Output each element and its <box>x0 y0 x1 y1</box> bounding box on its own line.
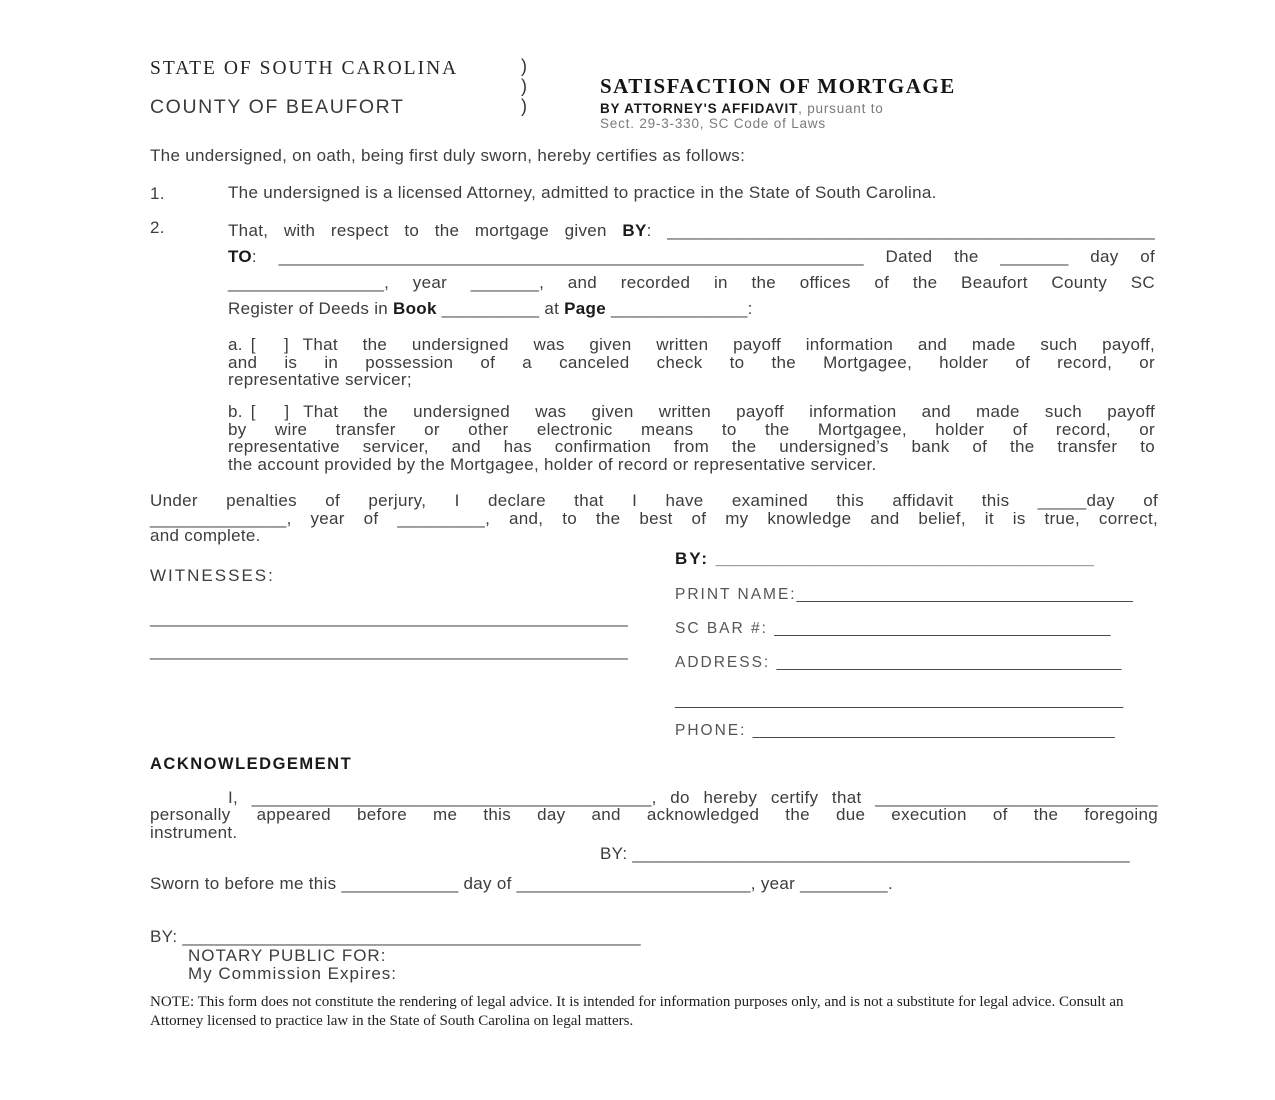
sworn-line <box>150 875 893 893</box>
ack-by-line <box>600 845 1130 863</box>
perjury-text-4: , and, to the best of my knowledge and belief, it is true, correct, <box>485 508 1158 528</box>
page-label: Page <box>564 299 606 318</box>
book-label: Book <box>393 299 437 318</box>
perjury-text-3: , year of <box>286 508 398 528</box>
item-2-number: 2. <box>150 218 165 237</box>
to-label: TO <box>228 247 252 266</box>
mortgage-given-text: That, with respect to the mortgage given <box>228 221 623 240</box>
paren-1: ) <box>521 56 527 76</box>
ack-line-1 <box>150 789 1158 807</box>
ack-line-3: instrument. <box>150 822 238 842</box>
sworn-period: . <box>887 874 893 893</box>
state-caption: STATE OF SOUTH CAROLINA <box>150 58 459 79</box>
witness-line-1 <box>150 609 628 627</box>
form-subtitle <box>600 101 884 131</box>
item-2-text <box>228 218 1155 322</box>
blank-dated-day[interactable]: _______ <box>1000 247 1069 266</box>
paren-3: ) <box>521 96 527 116</box>
sc-bar-line <box>675 620 1110 638</box>
attorney-by-label: BY: <box>675 549 716 568</box>
caption-parens <box>521 56 527 116</box>
blank-attorney-signature[interactable]: ________________________________________ <box>715 549 1094 568</box>
print-name-label: PRINT NAME: <box>675 586 797 603</box>
blank-phone[interactable]: __________________________________________ <box>752 722 1115 739</box>
blank-notary-name[interactable]: _________________________________________ <box>251 788 652 807</box>
clause-b-line-3: representative servicer, and has confirmation from the undersigned’s bank of the transfer to <box>228 437 1155 456</box>
legal-note: NOTE: This form does not constitute the rendering of legal advice. It is intended for information purposes only, and is not a substitute for legal advice. Consult an Attorney licensed to practice law in the State of South Carolina on legal matters. <box>150 994 1124 1029</box>
witnesses-label: WITNESSES: <box>150 566 275 585</box>
address-label: ADDRESS: <box>675 654 777 671</box>
day-of-text: day of <box>1068 247 1156 266</box>
clause-a-label: a. <box>228 335 243 354</box>
by-colon: : <box>646 221 668 240</box>
county-caption: COUNTY OF BEAUFORT <box>150 96 405 118</box>
blank-mortgagee[interactable]: ____________________________________________________________ <box>278 247 864 266</box>
register-text: Register of Deeds in <box>228 299 394 318</box>
clause-b-label: b. <box>228 402 243 421</box>
dated-the-text: Dated the <box>863 247 1001 266</box>
clause-b-line-1 <box>228 403 1155 421</box>
sc-bar-label: SC BAR #: <box>675 620 775 637</box>
blank-sworn-day[interactable]: ____________ <box>341 874 459 893</box>
clause-a <box>228 336 1155 389</box>
blank-dated-month[interactable]: ________________ <box>228 273 385 292</box>
notary-by-line <box>150 928 641 946</box>
ack-line-2: personally appeared before me this day and acknowledged the due execution of the foregoing <box>150 805 1158 824</box>
notary-by-label: BY: <box>150 927 183 946</box>
perjury-paragraph <box>150 492 1158 545</box>
blank-witness-1[interactable]: _________________________________________________ <box>150 608 628 627</box>
witness-line-2 <box>150 642 628 660</box>
blank-sc-bar[interactable]: _______________________________________ <box>774 620 1111 637</box>
print-name-line <box>675 586 1133 604</box>
item-2-line-2 <box>228 244 1155 270</box>
clause-a-line-1 <box>228 336 1155 354</box>
paren-2: ) <box>521 76 527 96</box>
ack-i-text: I, <box>228 788 252 807</box>
perjury-line-3: and complete. <box>150 526 261 545</box>
form-title: SATISFACTION OF MORTGAGE <box>600 74 956 98</box>
perjury-line-2 <box>150 510 1158 528</box>
to-colon: : <box>251 247 279 266</box>
blank-notary-signature[interactable]: _______________________________________________ <box>182 927 641 946</box>
blank-affidavit-year[interactable]: _________ <box>397 508 486 528</box>
clause-b-line-4: the account provided by the Mortgagee, holder of record or representative servicer. <box>228 454 877 474</box>
phone-line <box>675 722 1115 740</box>
perjury-text-1: Under penalties of perjury, I declare that I have examined this affidavit this <box>150 491 1038 510</box>
subtitle-line-1 <box>600 101 884 116</box>
clause-a-line-3: representative servicer; <box>228 370 412 389</box>
blank-sworn-year[interactable]: _________ <box>800 874 888 893</box>
phone-label: PHONE: <box>675 722 753 739</box>
blank-sworn-month[interactable]: ________________________ <box>516 874 751 893</box>
blank-page[interactable]: ______________ <box>611 299 748 318</box>
item-2-line-3 <box>228 270 1155 296</box>
year-text: , year <box>384 273 471 292</box>
item-2-line-1 <box>228 218 1155 244</box>
sworn-text-3: , year <box>750 874 801 893</box>
at-text: at <box>539 299 565 318</box>
blank-affidavit-day[interactable]: _____ <box>1037 491 1087 510</box>
blank-address-2[interactable]: ____________________________________________________ <box>675 692 1124 709</box>
acknowledgement-heading: ACKNOWLEDGEMENT <box>150 755 353 773</box>
perjury-line-1 <box>150 492 1158 510</box>
item-1-text: The undersigned is a licensed Attorney, admitted to practice in the State of South Carolina. <box>228 183 937 202</box>
blank-affiant-name[interactable]: _____________________________ <box>875 788 1158 807</box>
item-2-line-4 <box>228 296 1155 322</box>
checkbox-b[interactable]: [ ] <box>250 402 292 421</box>
blank-affidavit-month[interactable]: ______________ <box>150 508 287 528</box>
sworn-text-2: day of <box>458 874 517 893</box>
blank-book[interactable]: __________ <box>441 299 540 318</box>
blank-witness-2[interactable]: _________________________________________________ <box>150 641 628 660</box>
blank-dated-year[interactable]: _______ <box>470 273 540 292</box>
sworn-text-1: Sworn to before me this <box>150 874 342 893</box>
subtitle-pursuant: , pursuant to <box>798 101 884 116</box>
blank-mortgagor[interactable]: __________________________________________________ <box>667 221 1156 240</box>
by-label: BY <box>622 221 647 240</box>
clause-b-line-2: by wire transfer or other electronic means to the Mortgagee, holder of record, or <box>228 419 1155 439</box>
perjury-text-2: day of <box>1086 491 1158 510</box>
item-1-number: 1. <box>150 184 165 203</box>
colon-text: : <box>747 299 753 318</box>
checkbox-a[interactable]: [ ] <box>250 335 291 354</box>
address-line-2 <box>675 692 1123 710</box>
recorded-text: , and recorded in the offices of the Beaufort County SC <box>539 273 1156 292</box>
clause-b <box>228 403 1155 473</box>
ack-by-label: BY: <box>600 844 633 863</box>
commission-expires-label: My Commission Expires: <box>188 964 398 983</box>
clause-b-text-1: That the undersigned was given written payoff information and made such payoff <box>303 402 1156 421</box>
blank-print-name[interactable]: _______________________________________ <box>796 586 1133 603</box>
notary-public-for-label: NOTARY PUBLIC FOR: <box>188 946 387 965</box>
blank-address-1[interactable]: ________________________________________ <box>776 654 1122 671</box>
ack-paragraph-rest <box>150 806 1158 841</box>
subtitle-affidavit: BY ATTORNEY'S AFFIDAVIT <box>600 101 799 116</box>
ack-certify-text: , do hereby certify that <box>651 788 876 807</box>
intro-paragraph: The undersigned, on oath, being first duly sworn, hereby certifies as follows: <box>150 146 746 165</box>
subtitle-statute: Sect. 29-3-330, SC Code of Laws <box>600 116 826 131</box>
clause-a-text-1: That the undersigned was given written payoff information and made such payoff, <box>302 335 1155 354</box>
blank-ack-signature[interactable]: ___________________________________________________ <box>632 844 1130 863</box>
attorney-by-line <box>675 549 1094 569</box>
clause-a-line-2: and is in possession of a canceled check to the Mortgagee, holder of record, or <box>228 352 1155 372</box>
address-line <box>675 654 1121 672</box>
